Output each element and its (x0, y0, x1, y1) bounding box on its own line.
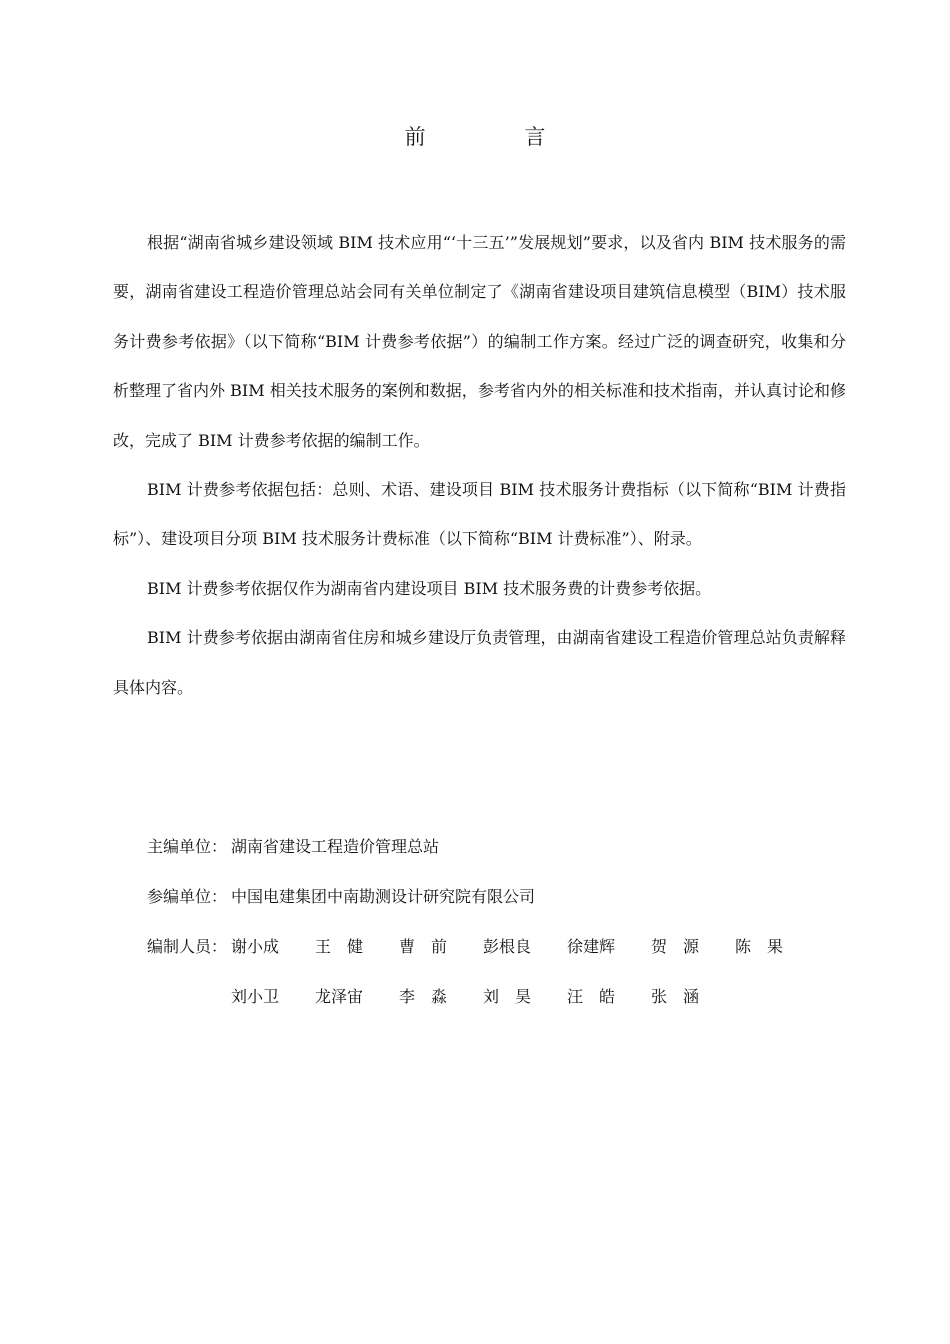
staff-name: 李 淼 (399, 987, 448, 1006)
staff-label: 编制人员： (147, 937, 228, 956)
chief-editor-label: 主编单位： (147, 837, 228, 856)
staff-name: 汪 皓 (567, 987, 616, 1006)
staff-name: 刘小卫 (231, 987, 280, 1006)
staff-name: 彭根良 (483, 937, 532, 956)
staff-row (147, 927, 847, 1017)
staff-name: 张 涵 (651, 987, 700, 1006)
paragraph-2: BIM 计费参考依据包括：总则、术语、建设项目 BIM 技术服务计费指标（以下简称“BIM 计费指标”）、建设项目分项 BIM 技术服务计费标准（以下简称“BIM 计费标准”）、附录。 (113, 480, 846, 549)
staff-names (231, 927, 847, 1017)
staff-name: 刘 昊 (483, 987, 532, 1006)
paragraph-3: BIM 计费参考依据仅作为湖南省内建设项目 BIM 技术服务费的计费参考依据。 (147, 578, 712, 598)
paragraph-4: BIM 计费参考依据由湖南省住房和城乡建设厅负责管理，由湖南省建设工程造价管理总站负责解释具体内容。 (113, 628, 846, 697)
staff-name: 王 健 (315, 937, 364, 956)
co-editor-value: 中国电建集团中南勘测设计研究院有限公司 (231, 887, 536, 906)
co-editor-label: 参编单位： (147, 887, 228, 906)
staff-name: 陈 果 (735, 937, 784, 956)
page-title: 前 言 (404, 125, 592, 149)
staff-name: 徐建辉 (567, 937, 616, 956)
credits-section (147, 827, 847, 1017)
chief-editor-value: 湖南省建设工程造价管理总站 (231, 837, 440, 856)
foreword-body (113, 218, 846, 712)
staff-name: 龙泽宙 (315, 987, 364, 1006)
staff-name: 贺 源 (651, 937, 700, 956)
chief-editor-row (147, 827, 847, 877)
staff-name: 曹 前 (399, 937, 448, 956)
paragraph-1: 根据“湖南省城乡建设领域 BIM 技术应用“‘十三五’”发展规划”要求，以及省内 BIM 技术服务的需要，湖南省建设工程造价管理总站会同有关单位制定了《湖南省建设项目建筑信息模型（BIM）技术服务计费参考依据》（以下简称“BIM 计费参考依据”）的编制工作方案。经过广泛的调查研究，收集和分析整理了省内外 BIM 相关技术服务的案例和数据，参考省内外的相关标准和技术指南，并认真讨论和修改，完成了 BIM 计费参考依据的编制工作。 (113, 233, 846, 450)
co-editor-row (147, 877, 847, 927)
staff-name: 谢小成 (231, 937, 280, 956)
